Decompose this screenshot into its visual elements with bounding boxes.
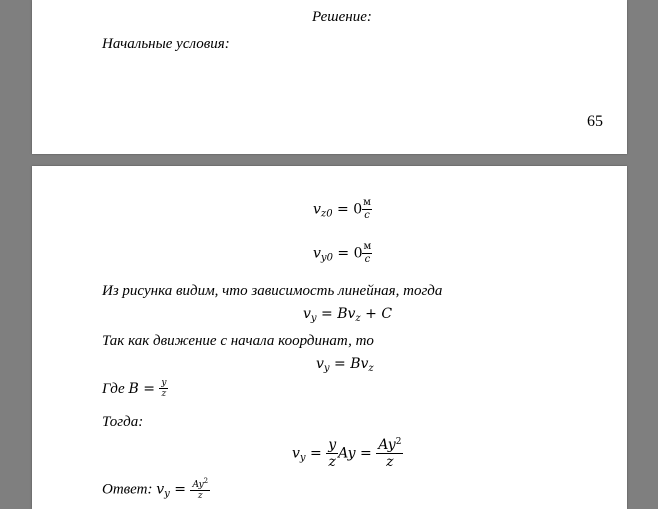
eq-middle: = Bv — [316, 306, 356, 322]
unit-fraction — [362, 242, 372, 265]
initial-conditions-label: Начальные условия: — [102, 36, 230, 52]
fraction-Ay2-z — [376, 438, 403, 469]
equation-final — [292, 438, 403, 469]
eq-equals: = — [305, 445, 327, 462]
text-linear-dependence: Из рисунка видим, что зависимость линейная, тогда — [102, 283, 443, 299]
equation-vz0 — [313, 198, 372, 221]
fraction-denominator: z — [197, 491, 203, 502]
unit-numerator: м — [363, 197, 371, 208]
eq-symbol: v — [292, 445, 300, 462]
eq-middle: = Bv — [329, 356, 369, 372]
eq-subscript: z — [368, 363, 374, 374]
eq-equals: = — [169, 481, 191, 498]
eq-symbol: v — [303, 306, 311, 322]
eq-subscript: z0 — [320, 208, 333, 220]
eq-symbol: v — [316, 356, 324, 372]
equation-vy0 — [313, 242, 372, 265]
eq-symbol: v — [156, 481, 165, 498]
equation-origin — [316, 356, 374, 374]
unit-numerator: м — [363, 241, 372, 252]
fraction-numerator: y — [328, 437, 337, 453]
fraction-denominator: z — [328, 453, 336, 470]
fraction-numerator: Ay — [192, 480, 204, 490]
unit-denominator: c — [364, 209, 370, 221]
eq-subscript: z — [355, 313, 361, 324]
answer-fraction — [190, 478, 210, 502]
eq-symbol: v — [313, 245, 321, 262]
equation-linear — [303, 306, 392, 324]
text-from-origin: Так как движение с начала координат, то — [102, 333, 374, 349]
answer-line — [102, 478, 210, 502]
eq-subscript: y0 — [320, 252, 333, 264]
unit-fraction — [362, 198, 372, 221]
page-number: 65 — [587, 113, 603, 130]
fraction-numerator: y — [161, 378, 167, 388]
eq-subscript: y — [310, 313, 317, 324]
where-label: Где — [102, 381, 129, 398]
eq-symbol: B = — [128, 381, 160, 398]
fraction-y-z — [326, 438, 338, 469]
answer-label: Ответ: — [102, 481, 157, 498]
eq-value: = 0 — [332, 201, 363, 218]
B-fraction — [159, 379, 168, 400]
unit-denominator: c — [364, 253, 371, 265]
eq-middle: Ay = — [338, 445, 377, 462]
eq-subscript: y — [299, 452, 306, 464]
exponent: 2 — [203, 477, 209, 485]
fraction-denominator: z — [161, 389, 167, 400]
exponent: 2 — [395, 437, 402, 447]
eq-subscript: y — [164, 488, 170, 500]
document-page-bottom — [32, 166, 627, 509]
definition-B — [102, 379, 168, 400]
text-then: Тогда: — [102, 414, 144, 430]
eq-value: = 0 — [332, 245, 363, 262]
fraction-numerator: Ay — [378, 437, 396, 453]
eq-subscript: y — [323, 363, 330, 374]
eq-tail: + C — [360, 306, 393, 322]
fraction-denominator: z — [386, 453, 394, 470]
solution-heading: Решение: — [312, 9, 372, 25]
eq-symbol: v — [313, 201, 321, 218]
document-page-top — [32, 0, 627, 154]
